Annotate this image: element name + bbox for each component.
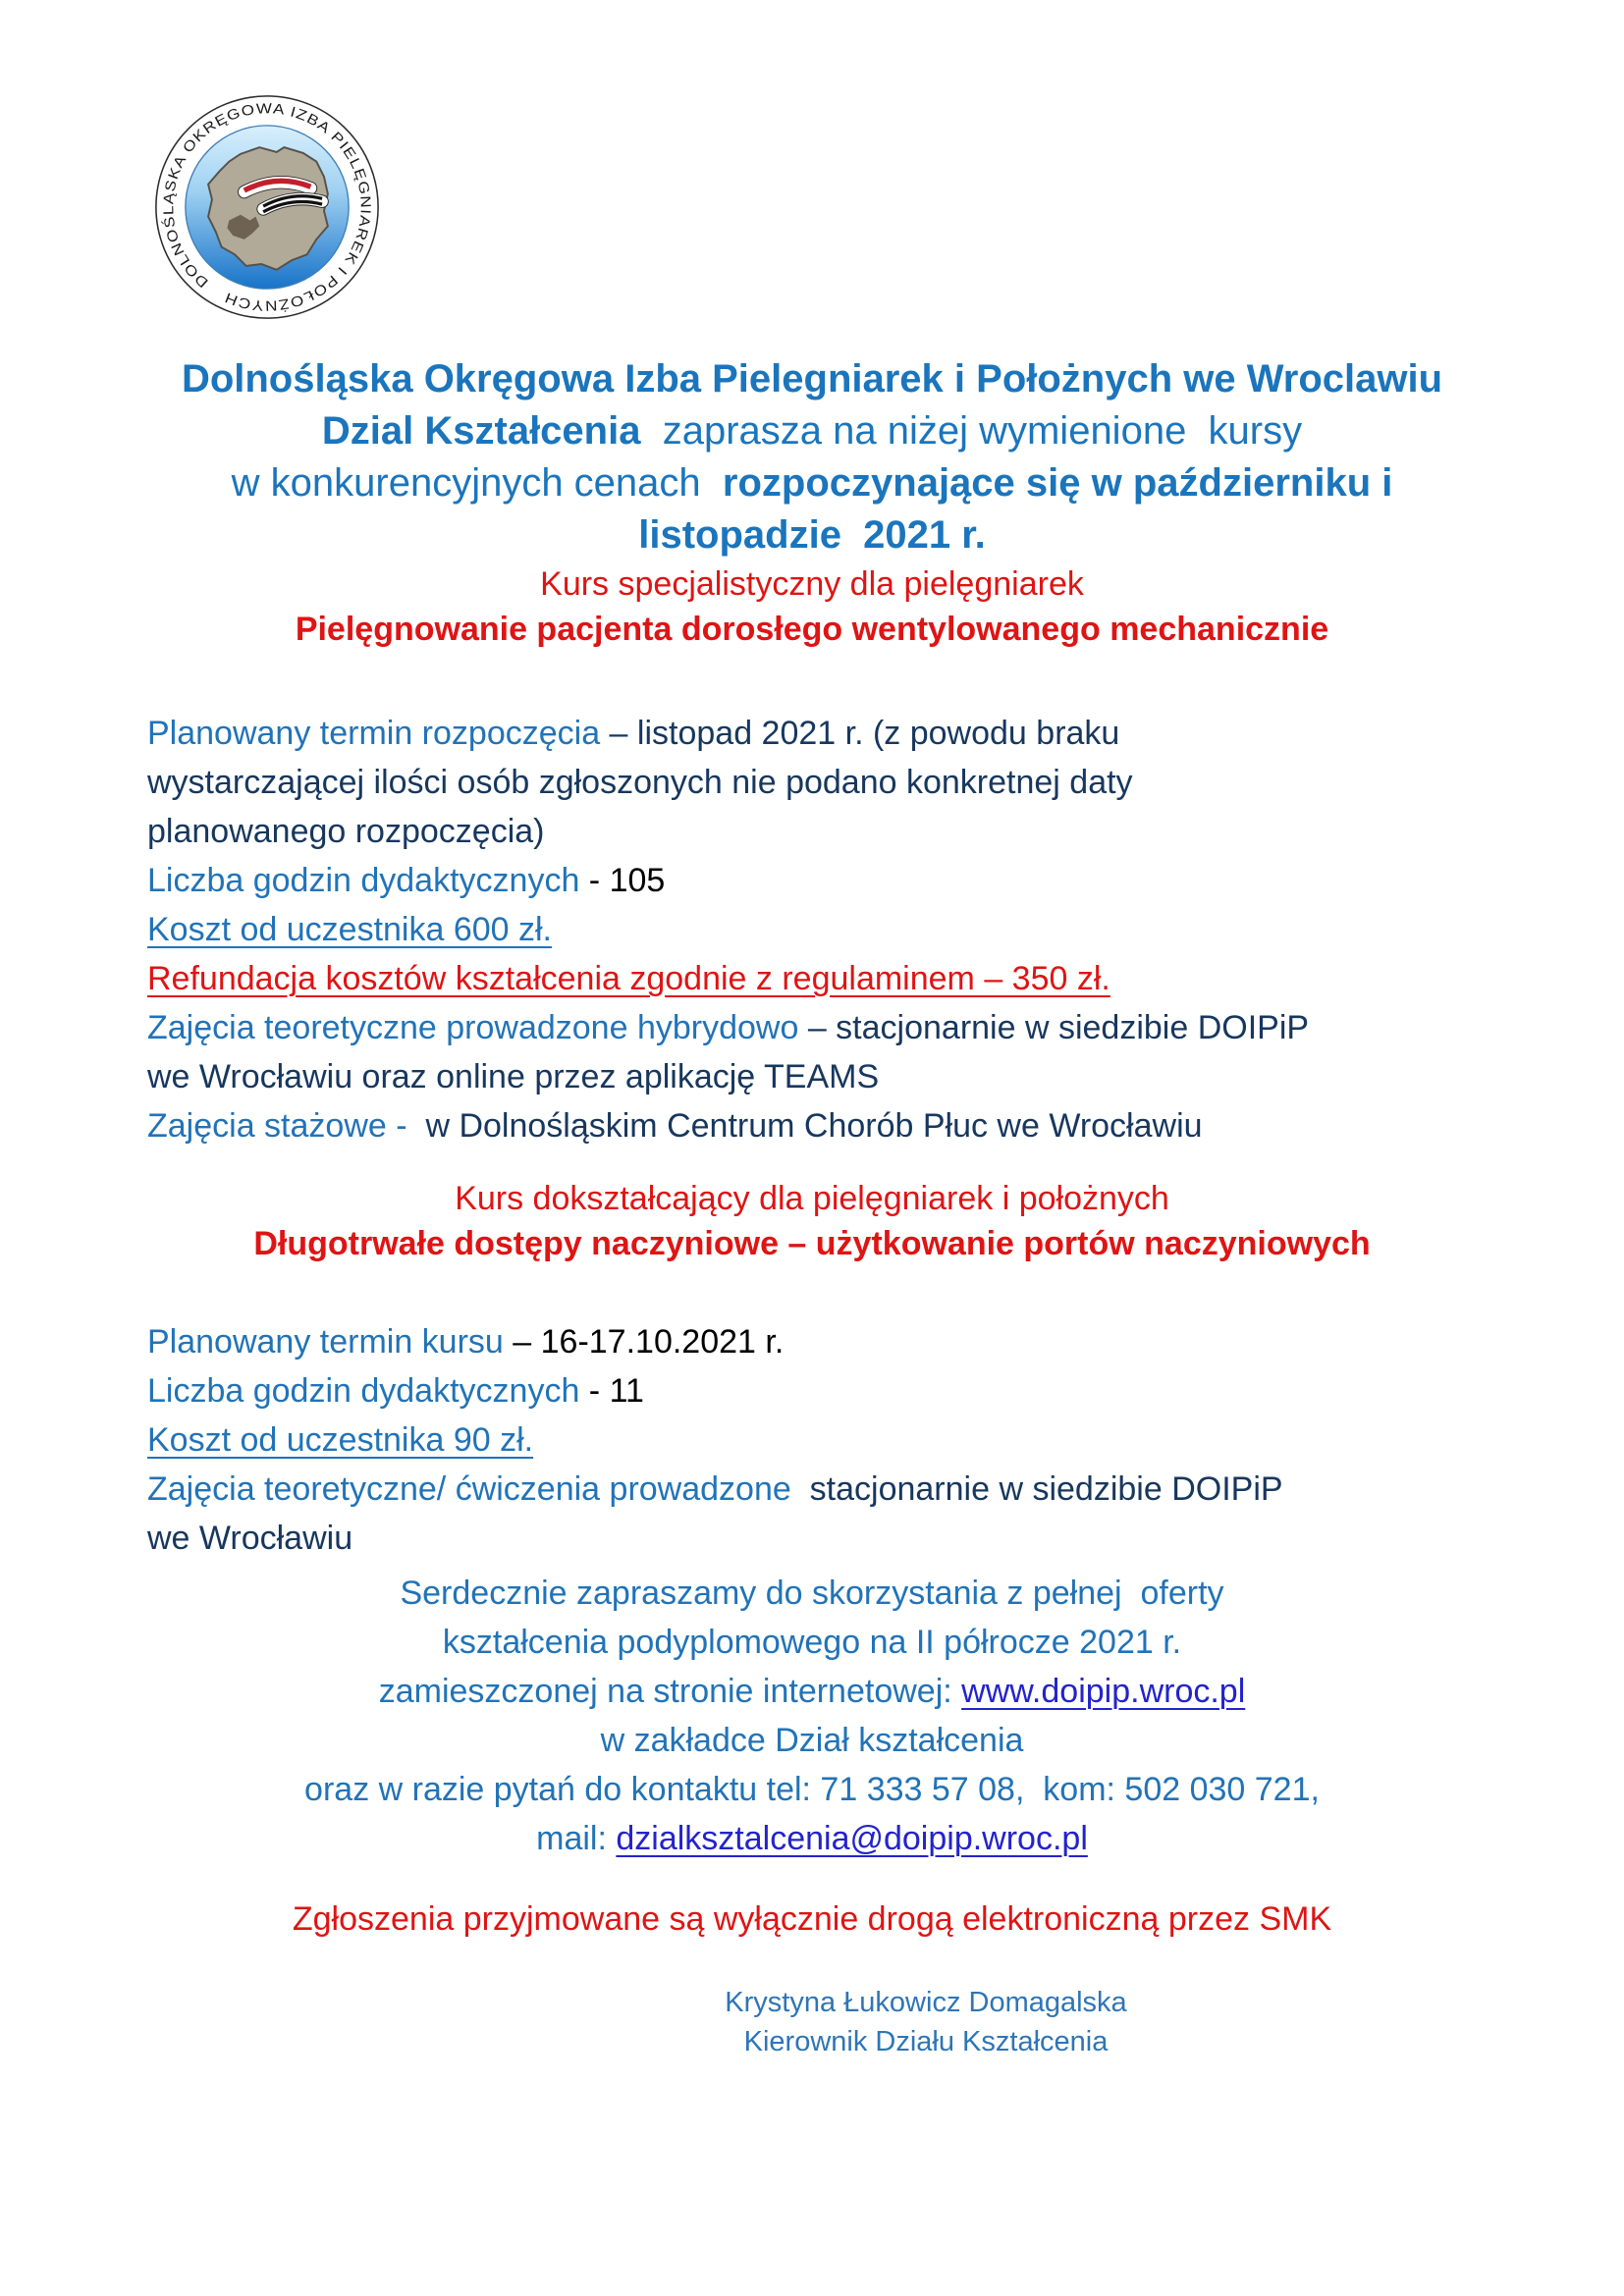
course2-term-value: – 16-17.10.2021 r. <box>503 1323 785 1361</box>
course1-refund-text: Refundacja kosztów kształcenia zgodnie z regulaminem – 350 zł. <box>147 960 1110 997</box>
invite-line2: kształcenia podyplomowego na II półrocze 2021 r. <box>442 1624 1182 1661</box>
course1-theory-label: Zajęcia teoretyczne prowadzone hybrydowo <box>147 1009 799 1046</box>
title-line-2 <box>147 405 1477 457</box>
title-line1-text: Dolnośląska Okręgowa Izba Pielegniarek i Położnych we Wroclawiu <box>181 357 1443 400</box>
title-line3-bold: rozpoczynające się w październiku i <box>722 461 1393 505</box>
document-content <box>147 353 1477 2061</box>
course2-term-line <box>147 1317 1477 1366</box>
course1-hours-label: Liczba godzin dydaktycznych <box>147 862 580 899</box>
title-line3-regular: w konkurencyjnych cenach <box>231 461 723 505</box>
invite-line3 <box>147 1667 1477 1716</box>
course2-classes-label: Zajęcia teoretyczne/ ćwiczenia prowadzone <box>147 1470 791 1508</box>
title-line2-rest: zaprasza na niżej wymienione kursy <box>640 409 1303 453</box>
course1-subtitle: Kurs specjalistyczny dla pielęgniarek <box>540 565 1084 603</box>
title-dept-bold: Dzial Kształcenia <box>321 409 641 453</box>
course1-internship-value: w Dolnośląskim Centrum Chorób Płuc we Wrocławiu <box>416 1107 1203 1145</box>
contact-line: oraz w razie pytań do kontaktu tel: 71 333 57 08, kom: 502 030 721, <box>304 1771 1320 1808</box>
smk-notice: Zgłoszenia przyjmowane są wyłącznie drogą elektroniczną przez SMK <box>292 1900 1332 1938</box>
course2-subtitle: Kurs dokształcający dla pielęgniarek i położnych <box>455 1180 1169 1217</box>
course1-internship-line <box>147 1101 1477 1150</box>
course1-hours-line <box>147 856 1477 905</box>
invite-line4: w zakładce Dział kształcenia <box>600 1722 1024 1759</box>
website-link[interactable]: www.doipip.wroc.pl <box>961 1673 1246 1710</box>
course2-classes-line <box>147 1465 1477 1514</box>
course1-cost-line <box>147 905 1477 954</box>
course1-internship-label: Zajęcia stażowe - <box>147 1107 416 1145</box>
course2-cost-text: Koszt od uczestnika 90 zł. <box>147 1421 534 1459</box>
organization-seal-logo <box>153 92 381 322</box>
course2-classes-line2: we Wrocławiu <box>147 1520 353 1557</box>
course1-term-line <box>147 709 1477 758</box>
title-line4-bold: listopadzie 2021 r. <box>638 513 986 557</box>
course1-theory-line2: we Wrocławiu oraz online przez aplikację TEAMS <box>147 1058 880 1095</box>
course2-hours-line <box>147 1366 1477 1415</box>
title-line-1 <box>147 353 1477 405</box>
course1-theory-line <box>147 1003 1477 1052</box>
invite-line3-prefix: zamieszczonej na stronie internetowej: <box>378 1673 962 1710</box>
course2-title: Długotrwałe dostępy naczyniowe – użytkowanie portów naczyniowych <box>253 1225 1371 1262</box>
course2-term-label: Planowany termin kursu <box>147 1323 504 1361</box>
poland-map-seal-icon <box>153 92 381 322</box>
course1-title: Pielęgnowanie pacjenta dorosłego wentylowanego mechanicznie <box>295 611 1329 648</box>
course2-cost-line <box>147 1415 1477 1465</box>
course2-hours-value: - 11 <box>579 1372 644 1410</box>
course1-term-line3: planowanego rozpoczęcia) <box>147 813 545 850</box>
course2-classes-value: stacjonarnie w siedzibie DOIPiP <box>790 1470 1283 1508</box>
course2-heading <box>147 1176 1477 1266</box>
signature-block <box>147 1983 1477 2061</box>
logo-ring-text: DOLNOŚLĄSKA OKRĘGOWA IZBA PIELĘGNIAREK I POŁOŻNYCH <box>161 101 373 313</box>
mail-line <box>147 1814 1477 1863</box>
course1-details <box>147 709 1477 1150</box>
course1-refund-line <box>147 954 1477 1003</box>
signature-role: Kierownik Działu Kształcenia <box>743 2026 1109 2057</box>
course1-cost-text: Koszt od uczestnika 600 zł. <box>147 911 553 948</box>
document-title <box>147 353 1477 561</box>
course1-term-line2: wystarczającej ilości osób zgłoszonych nie podano konkretnej daty <box>147 764 1133 801</box>
course1-hours-value: - 105 <box>579 862 666 899</box>
course2-details <box>147 1317 1477 1563</box>
email-link[interactable]: dzialksztalcenia@doipip.wroc.pl <box>616 1820 1088 1857</box>
title-line-3 <box>147 457 1477 509</box>
course1-term-value: – listopad 2021 r. (z powodu braku <box>600 715 1120 752</box>
course1-term-label: Planowany termin rozpoczęcia <box>147 715 601 752</box>
mail-prefix: mail: <box>536 1820 617 1857</box>
invitation-block <box>147 1569 1477 1863</box>
course2-hours-label: Liczba godzin dydaktycznych <box>147 1372 580 1410</box>
signature-name: Krystyna Łukowicz Domagalska <box>725 1987 1127 2018</box>
invite-line1: Serdecznie zapraszamy do skorzystania z pełnej oferty <box>400 1575 1224 1612</box>
course1-theory-value: – stacjonarnie w siedzibie DOIPiP <box>798 1009 1310 1046</box>
title-line-4 <box>147 509 1477 561</box>
